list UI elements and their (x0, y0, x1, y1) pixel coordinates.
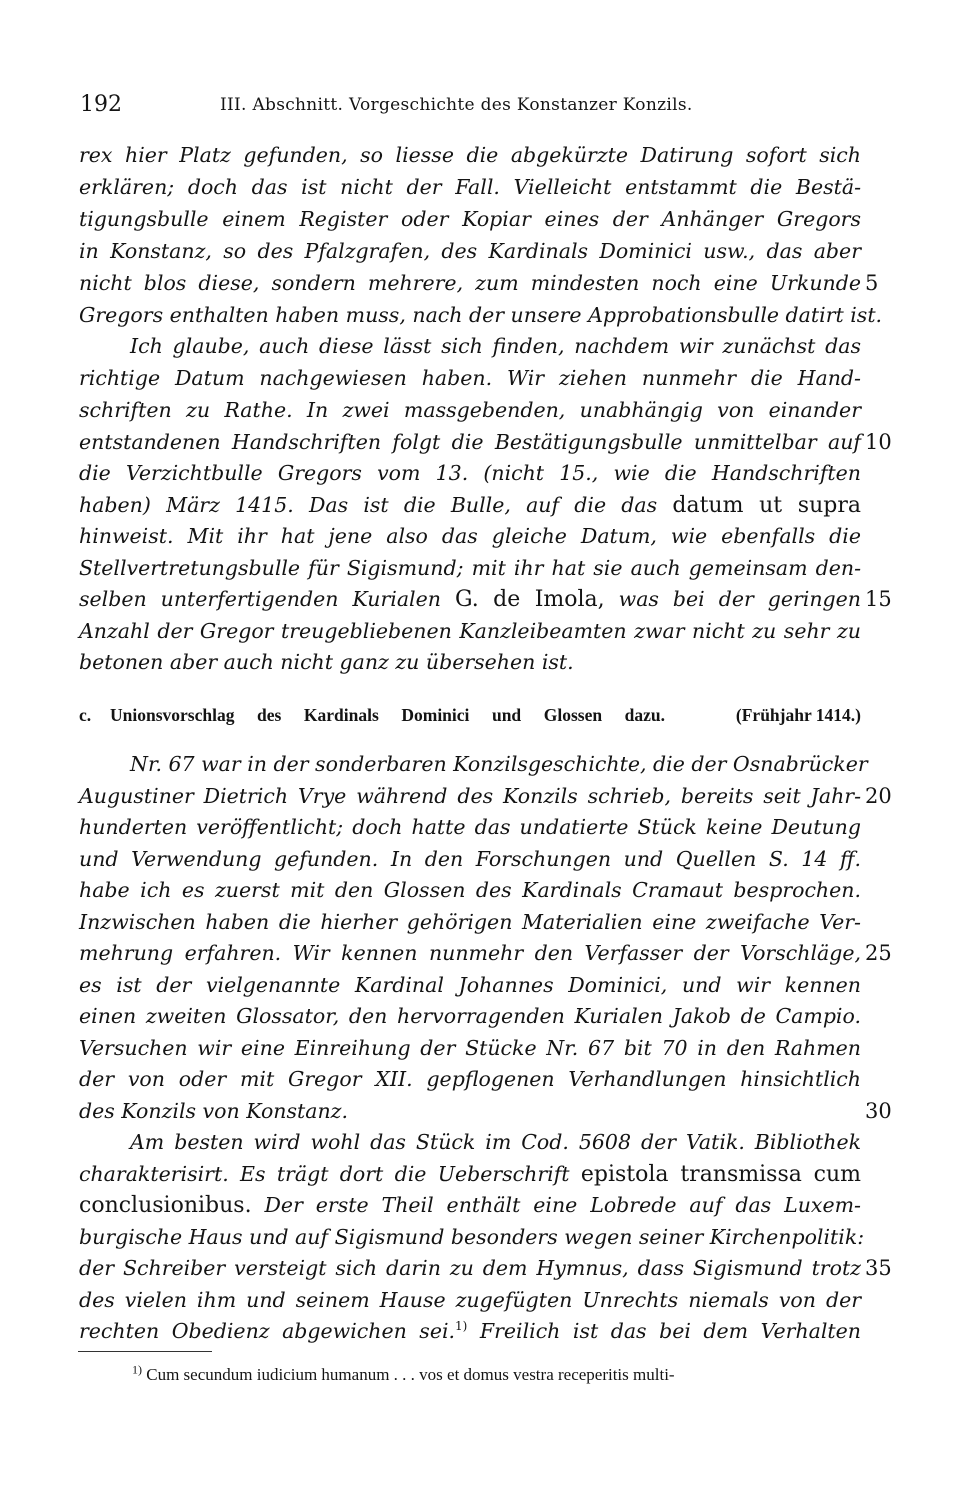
text-line: einen zweiten Glossator, den hervorragenden Kurialen Jakob de Campio. (79, 1004, 861, 1028)
roman-phrase: conclusionibus. (79, 1193, 252, 1218)
text-line: tigungsbulle einem Register oder Kopiar eines der Anhänger Gregors (79, 207, 861, 231)
text-line: Inzwischen haben die hierher gehörigen Materialien eine zweifache Ver- (79, 910, 861, 934)
text-line: schriften zu Rathe. In zwei massgebenden, unabhängig von einander (79, 398, 861, 422)
margin-line-number: 5 (865, 271, 879, 295)
italic-run: selben unterfertigenden Kurialen (79, 587, 441, 611)
text-line: hunderten veröffentlicht; doch hatte das undatierte Stück keine Deutung (79, 815, 861, 839)
italic-run: Freilich ist das bei dem Verhalten (479, 1319, 861, 1343)
text-line: nicht blos diese, sondern mehrere, zum mindesten noch eine Urkunde (79, 271, 861, 295)
text-line: mehrung erfahren. Wir kennen nunmehr den Verfasser der Vorschläge, (79, 941, 861, 965)
text-line: burgische Haus und auf Sigismund besonders wegen seiner Kirchenpolitik: (79, 1225, 865, 1249)
italic-run: Der erste Theil enthält eine Lobrede auf das Luxem- (264, 1193, 861, 1217)
roman-phrase: epistola transmissa cum (580, 1162, 861, 1187)
text-line: habe ich es zuerst mit den Glossen des Kardinals Cramaut besprochen. (79, 878, 861, 902)
text-line: richtige Datum nachgewiesen haben. Wir ziehen nunmehr die Hand- (79, 366, 861, 390)
section-label: c. (79, 705, 92, 725)
text-line: der Schreiber versteigt sich darin zu dem Hymnus, dass Sigismund trotz (79, 1256, 861, 1280)
text-line: Ich glaube, auch diese lässt sich finden, nachdem wir zunächst das (130, 334, 861, 358)
italic-run: haben) März 1415. Das ist die Bulle, auf die das (79, 493, 658, 517)
text-line: hinweist. Mit ihr hat jene also das gleiche Datum, wie ebenfalls die (79, 524, 861, 548)
roman-phrase: datum ut supra (672, 493, 861, 518)
margin-line-number: 15 (865, 587, 892, 611)
margin-line-number: 25 (865, 941, 892, 965)
section-date: (Frühjahr 1414.) (735, 705, 861, 725)
text-line (79, 1189, 861, 1221)
text-line: entstandenen Handschriften folgt die Bestätigungsbulle unmittelbar auf (79, 430, 861, 454)
text-line: Am besten wird wohl das Stück im Cod. 5608 der Vatik. Bibliothek (130, 1130, 861, 1154)
text-line: es ist der vielgenannte Kardinal Johannes Dominici, und wir kennen (79, 973, 861, 997)
text-line (79, 583, 861, 615)
footnote-reference[interactable]: 1) (455, 1319, 468, 1334)
footnote-rule (78, 1351, 212, 1352)
page-number: 192 (80, 92, 122, 117)
margin-line-number: 10 (865, 430, 892, 454)
margin-line-number: 35 (865, 1256, 892, 1280)
running-title: III. Abschnitt. Vorgeschichte des Konstanzer Konzils. (220, 95, 693, 115)
text-line: in Konstanz, so des Pfalzgrafen, des Kardinals Dominici usw., das aber (79, 239, 861, 263)
text-line: betonen aber auch nicht ganz zu übersehen ist. (79, 650, 574, 674)
text-line: und Verwendung gefunden. In den Forschungen und Quellen S. 14 ff. (79, 847, 861, 871)
footnote (132, 1361, 675, 1389)
italic-run: was bei der geringen (618, 587, 861, 611)
text-line: des vielen ihm und seinem Hause zugefügten Unrechts niemals von der (79, 1288, 861, 1312)
section-heading (79, 700, 861, 730)
text-line: Stellvertretungsbulle für Sigismund; mit ihr hat sie auch gemeinsam den- (79, 556, 861, 580)
text-line: des Konzils von Konstanz. (79, 1099, 349, 1123)
footnote-text: Cum secundum iudicium humanum . . . vos et domus vestra receperitis multi- (146, 1365, 675, 1384)
roman-phrase: G. de Imola, (454, 587, 605, 612)
margin-line-number: 30 (865, 1099, 892, 1123)
text-line (79, 1158, 861, 1190)
section-title: Unionsvorschlag des Kardinals Dominici und Glossen dazu. (110, 705, 665, 725)
text-line: erklären; doch das ist nicht der Fall. Vielleicht entstammt die Bestä- (79, 175, 861, 199)
text-line: die Verzichtbulle Gregors vom 13. (nicht 15., wie die Handschriften (79, 461, 861, 485)
text-line: rex hier Platz gefunden, so liesse die abgekürzte Datirung sofort sich (79, 143, 861, 167)
text-line (79, 1315, 861, 1347)
text-line: Versuchen wir eine Einreihung der Stücke Nr. 67 bit 70 in den Rahmen (79, 1036, 861, 1060)
text-line: Anzahl der Gregor treugebliebenen Kanzleibeamten zwar nicht zu sehr zu (79, 619, 861, 643)
footnote-marker: 1) (132, 1362, 142, 1377)
italic-run: charakterisirt. Es trägt dort die Ueberschrift (79, 1162, 570, 1186)
margin-line-number: 20 (865, 784, 892, 808)
text-line: der von oder mit Gregor XII. gepflogenen Verhandlungen hinsichtlich (79, 1067, 861, 1091)
italic-run: rechten Obedienz abgewichen sei. (79, 1319, 456, 1343)
text-line: Nr. 67 war in der sonderbaren Konzilsgeschichte, die der Osnabrücker (130, 752, 868, 776)
text-line (79, 489, 861, 521)
text-line: Gregors enthalten haben muss, nach der unsere Approbationsbulle datirt ist. (79, 303, 883, 327)
text-line: Augustiner Dietrich Vrye während des Konzils schrieb, bereits seit Jahr- (79, 784, 861, 808)
